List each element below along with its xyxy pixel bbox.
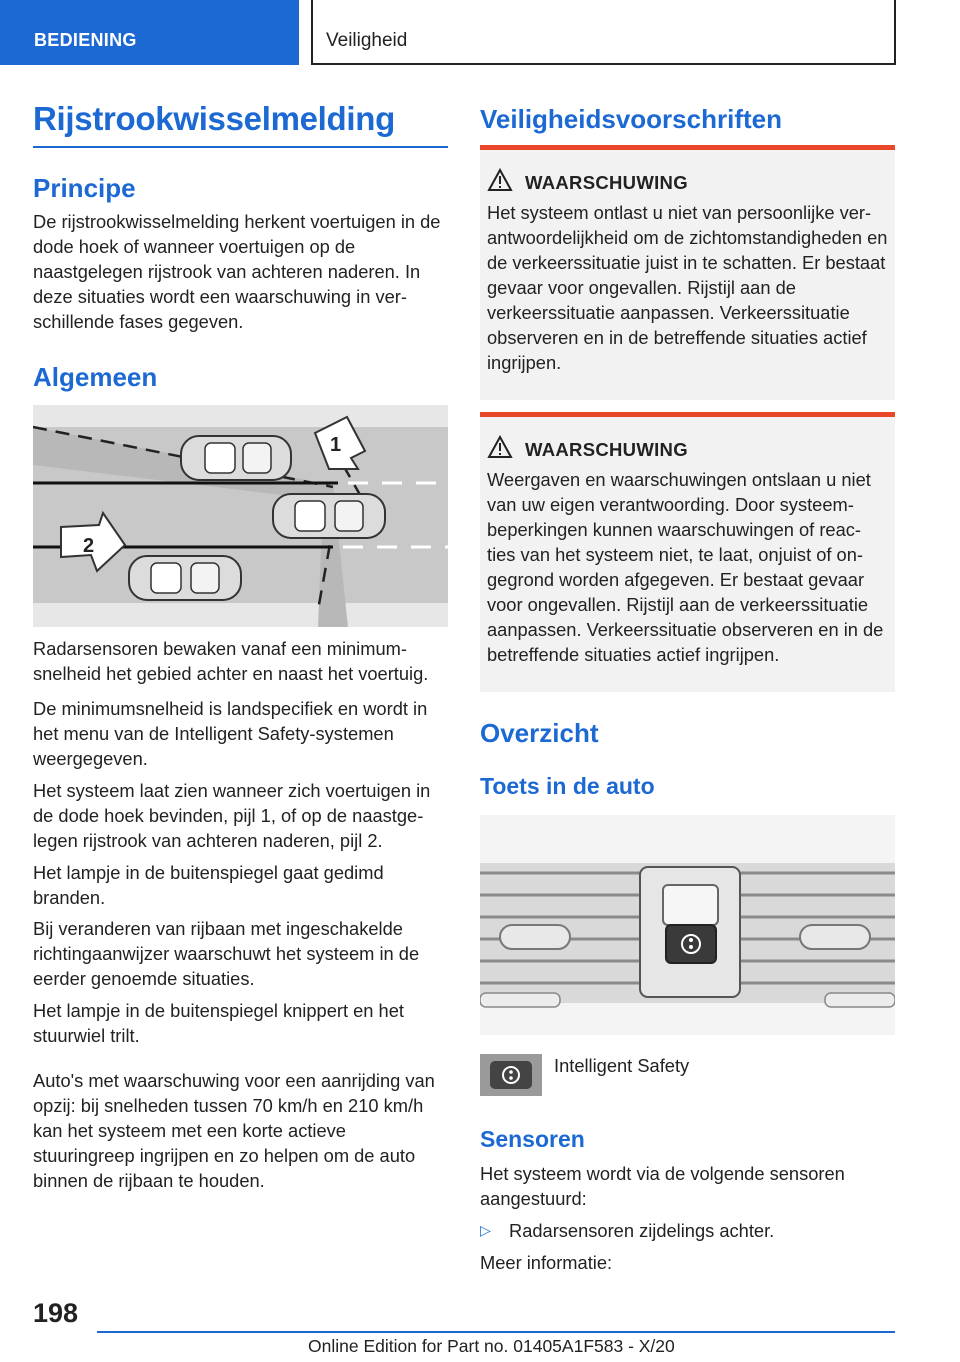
chapter-label: BEDIENING bbox=[34, 30, 137, 50]
warning-box-1 bbox=[480, 145, 895, 400]
car-own bbox=[273, 494, 385, 538]
intelligent-safety-button-icon bbox=[480, 1054, 542, 1096]
warning-1-title: WAARSCHUWING bbox=[525, 172, 688, 193]
page-number: 198 bbox=[33, 1298, 79, 1328]
footer-divider bbox=[97, 1331, 895, 1333]
triangle-bullet-icon: ▷ bbox=[480, 1222, 491, 1238]
topic-tab bbox=[311, 0, 896, 65]
lane-change-illustration bbox=[33, 405, 448, 627]
warning-1-text: Het systeem ontlast u niet van persoonlijke ver-antwoordelijkheid om de zichtomstandigheden en de verkeerssituatie juist in te schatten. Er bestaat gevaar voor ongevallen. Rijstijl aan de verkeerssituatie aanpassen. Verkeerssituatie observeren en in de betreffende situaties actief ingrijpen. bbox=[487, 202, 888, 373]
algemeen-para-6: Het lampje in de buitenspiegel knippert en het stuurwiel trilt. bbox=[33, 1000, 404, 1046]
warning-2-text: Weergaven en waarschuwingen ontslaan u niet van uw eigen verantwoording. Door systeem-beperkingen kunnen waarschuwingen of reac-ties van het systeem niet, te laat, onjuist of on-gegrond worden afgegeven. Er bestaat gevaar voor ongevallen. Rijstijl aan de verkeerssituatie aanpassen. Verkeerssituatie observeren en in de betreffende situaties actief ingrijpen. bbox=[487, 469, 884, 665]
list-item bbox=[480, 1218, 895, 1243]
sensoren-heading: Sensoren bbox=[480, 1126, 585, 1152]
arrow-2-label: 2 bbox=[83, 535, 95, 557]
principe-text: De rijstrookwisselmelding herkent voertuigen in de dode hoek of wanneer voertuigen op de naastgelegen rijstrook van achteren naderen. In deze situaties wordt een waarschuwing in ver-schillende fases gegeven. bbox=[33, 211, 441, 332]
algemeen-para-2: De minimumsnelheid is landspecifiek en wordt in het menu van de Intelligent Safety-systemen weergegeven. bbox=[33, 698, 428, 769]
algemeen-para-1: Radarsensoren bewaken vanaf een minimum-snelheid het gebied achter en naast het voertuig. bbox=[33, 638, 429, 684]
arrow-1-label: 1 bbox=[330, 434, 342, 456]
button-caption: Intelligent Safety bbox=[554, 1055, 690, 1076]
algemeen-heading: Algemeen bbox=[33, 362, 158, 392]
warning-2-title: WAARSCHUWING bbox=[525, 439, 688, 460]
car-top bbox=[181, 436, 291, 480]
warning-triangle-icon bbox=[487, 168, 513, 192]
page-title: Rijstrookwisselmelding bbox=[33, 100, 395, 137]
footer-edition: Online Edition for Part no. 01405A1F583 - X/20 bbox=[308, 1336, 675, 1356]
algemeen-para-5: Bij veranderen van rijbaan met ingeschakelde richtingaanwijzer waarschuwt het systeem in de eerder genoemde situaties. bbox=[33, 918, 420, 989]
toets-heading: Toets in de auto bbox=[480, 773, 655, 799]
car-bottom bbox=[129, 556, 241, 600]
topic-label: Veiligheid bbox=[326, 30, 408, 51]
algemeen-para-7: Auto's met waarschuwing voor een aanrijding van opzij: bij snelheden tussen 70 km/h en 210 km/h kan het systeem met een korte actieve stuuringreep ingrijpen en zo helpen om de auto binnen de rijbaan te houden. bbox=[33, 1070, 435, 1191]
algemeen-para-3: Het systeem laat zien wanneer zich voertuigen in de dode hoek bevinden, pijl 1, of op de naastge-legen rijstrook van achteren naderen, pijl 2. bbox=[33, 780, 431, 851]
principe-heading: Principe bbox=[33, 173, 136, 203]
sensoren-text: Het systeem wordt via de volgende sensoren aangestuurd: bbox=[480, 1163, 845, 1209]
dashboard-button-photo bbox=[480, 815, 895, 1035]
veiligheid-heading: Veiligheidsvoorschriften bbox=[480, 104, 782, 134]
title-divider bbox=[33, 146, 448, 148]
warning-triangle-icon bbox=[487, 435, 513, 459]
overzicht-heading: Overzicht bbox=[480, 718, 599, 748]
warning-box-2 bbox=[480, 412, 895, 692]
meer-informatie: Meer informatie: bbox=[480, 1252, 613, 1273]
chapter-tab bbox=[0, 0, 299, 65]
list-item-text: Radarsensoren zijdelings achter. bbox=[509, 1220, 775, 1241]
algemeen-para-4: Het lampje in de buitenspiegel gaat gedimd branden. bbox=[33, 862, 384, 908]
